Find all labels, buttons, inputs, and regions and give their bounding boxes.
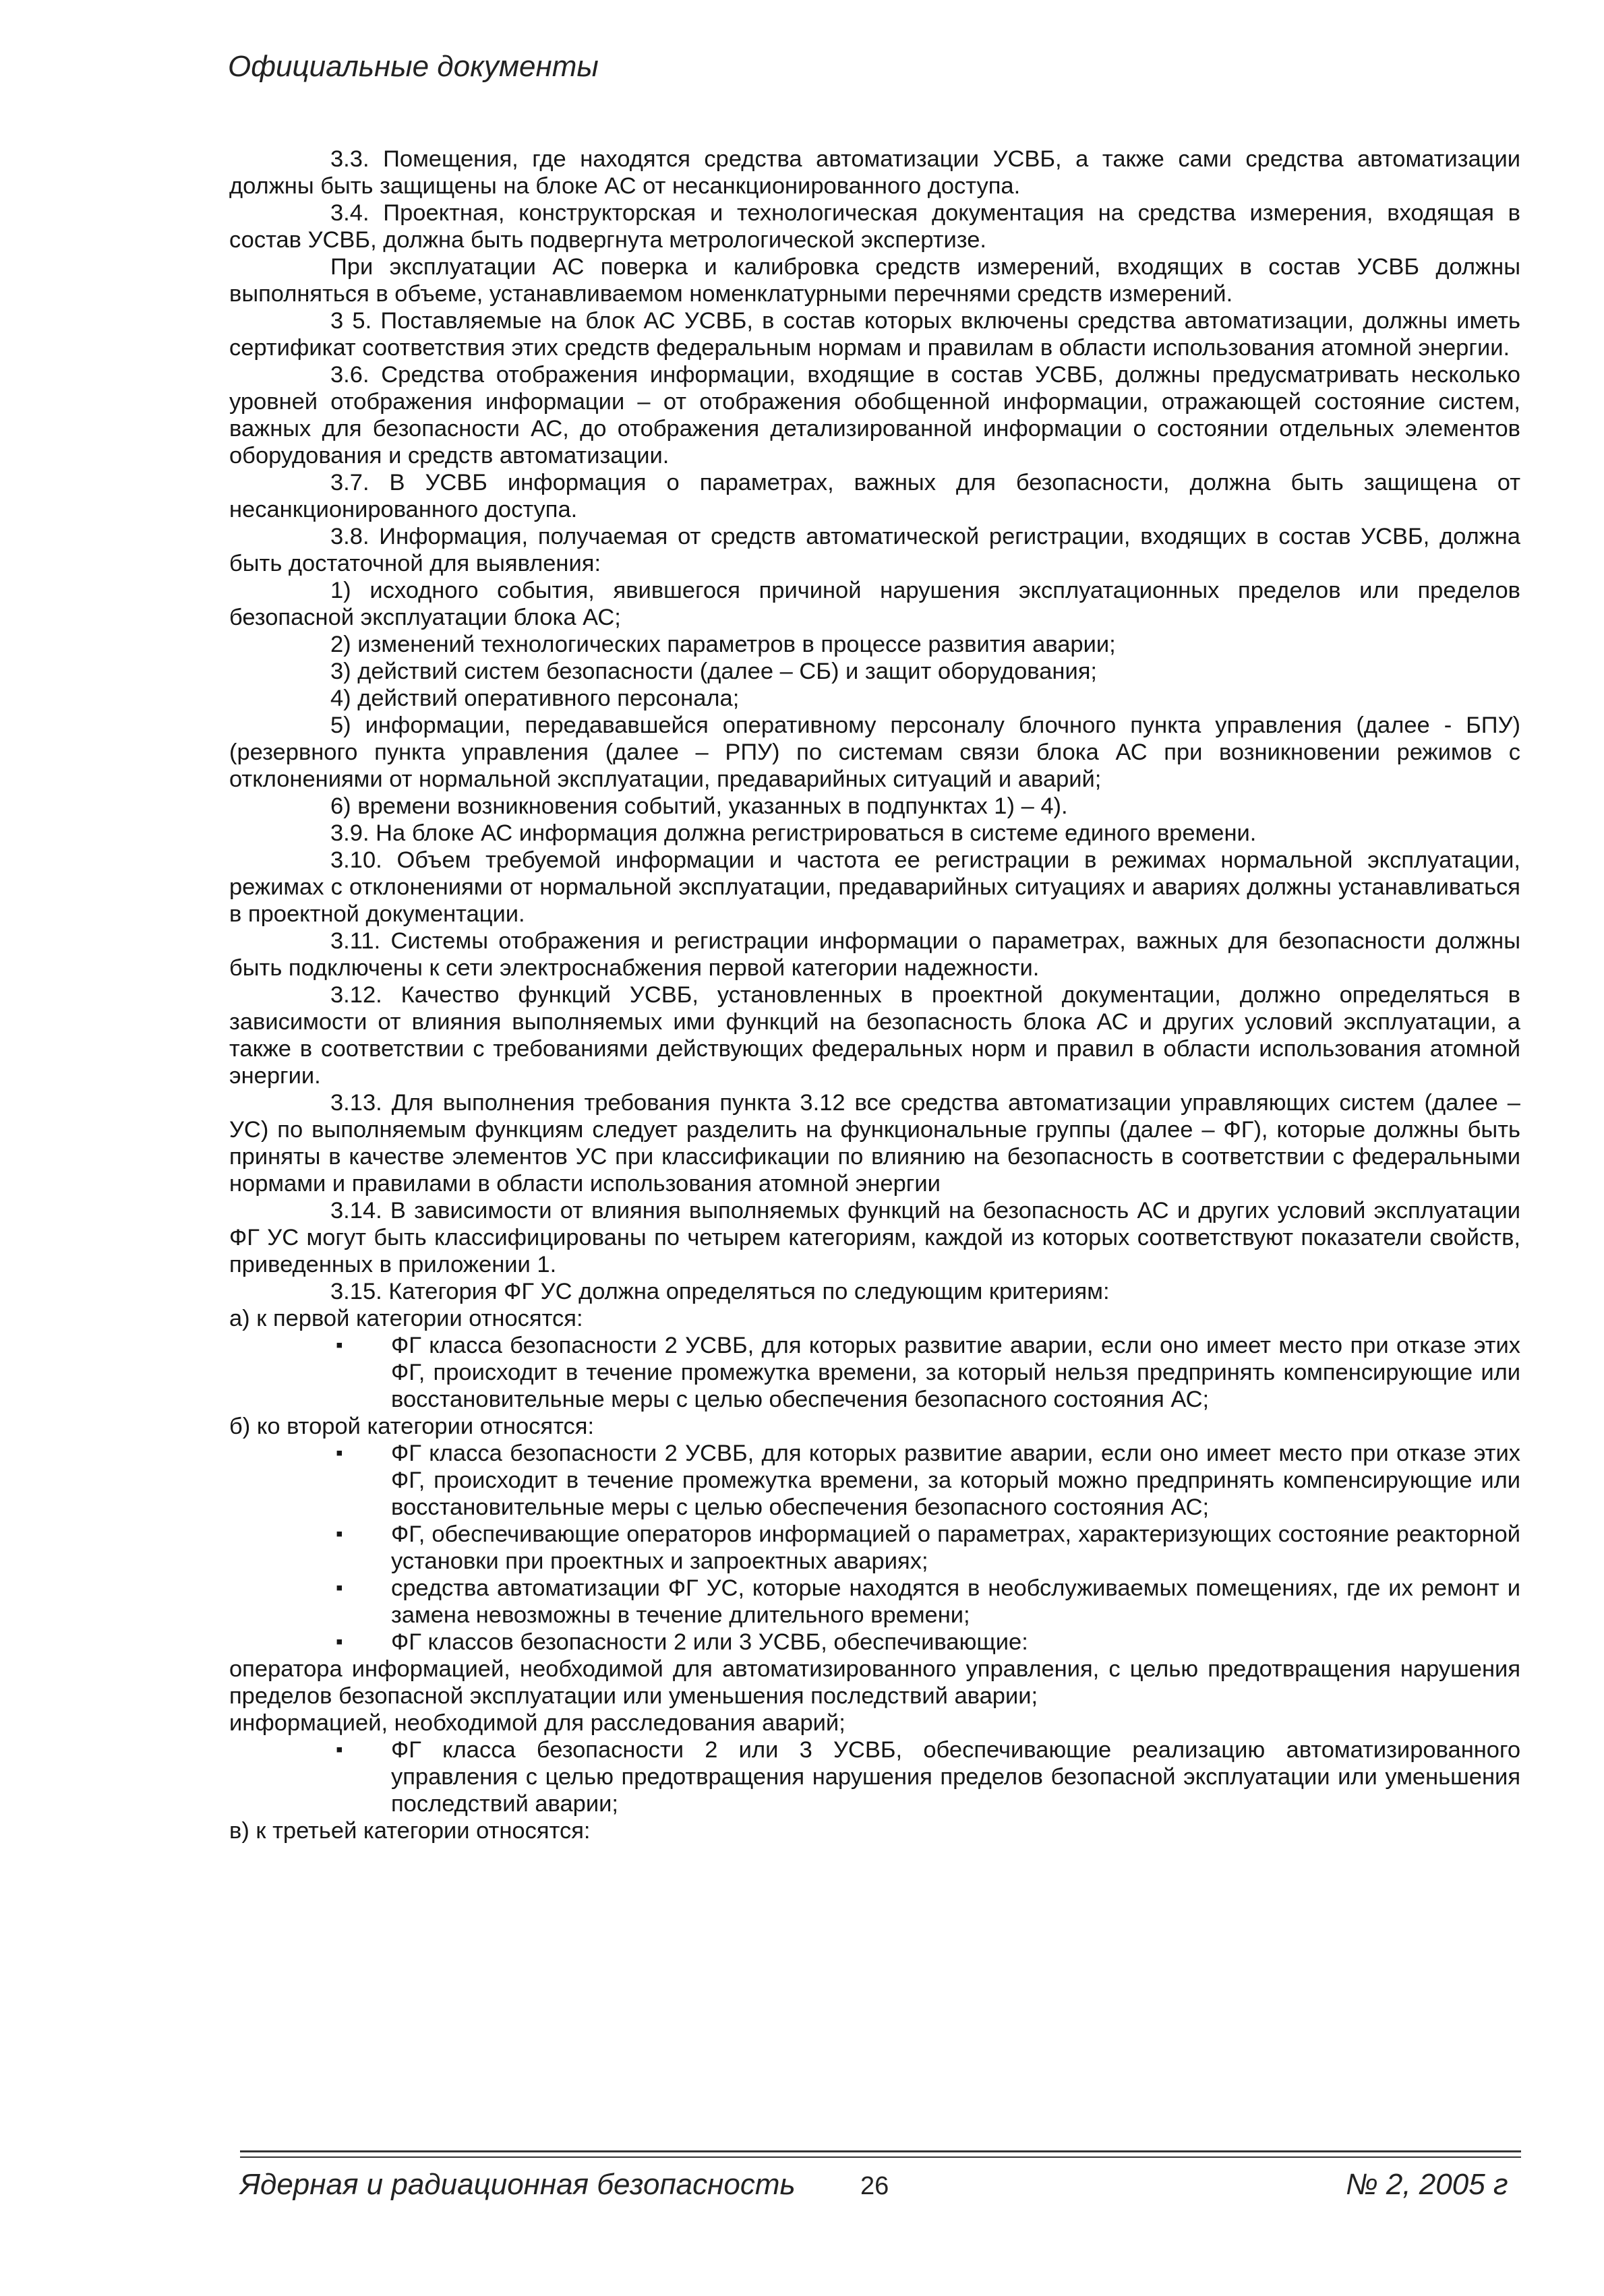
bullet-item (229, 1521, 1520, 1575)
body-paragraph: 3.4. Проектная, конструкторская и технологическая документация на средства измерения, входящая в состав УСВБ, должна быть подвергнута метрологической экспертизе. (229, 200, 1520, 253)
body-paragraph: 3.12. Качество функций УСВБ, установленных в проектной документации, должно определяться в зависимости от влияния выполняемых ими функций на безопасность блока АС и других условий эксплуатации, а также в соответствии с требованиями действующих федеральных норм и правил в области использования атомной энергии. (229, 982, 1520, 1089)
footer-divider (240, 2150, 1521, 2152)
body-paragraph: 6) времени возникновения событий, указанных в подпунктах 1) – 4). (330, 793, 1068, 819)
bullet-text: ФГ класса безопасности 2 УСВБ, для которых развитие аварии, если оно имеет место при отказе этих ФГ, происходит в течение промежутка времени, за который можно предпринять компенсирующие или восстановительные меры с целью обеспечения безопасного состояния АС; (391, 1441, 1520, 1520)
bullet-marker-icon: ▪ (336, 1577, 343, 1599)
body-paragraph: 3.6. Средства отображения информации, входящие в состав УСВБ, должны предусматривать несколько уровней отображения информации – от отображения обобщенной информации, отражающей состояние систем, важных для безопасности АС, до отображения детализированной информации о состоянии отдельных элементов оборудования и средств автоматизации. (229, 362, 1520, 469)
footer-issue: № 2, 2005 г (1346, 2168, 1508, 2201)
footer-divider-thin (240, 2156, 1521, 2158)
subclause-heading: б) ко второй категории относятся: (229, 1414, 595, 1439)
body-paragraph: 3.13. Для выполнения требования пункта 3.12 все средства автоматизации управляющих систем (далее – УС) по выполняемым функциям следует разделить на функциональные группы (далее – ФГ), которые должны быть приняты в качестве элементов УС при классификации по влиянию на безопасность в соответствии с федеральными нормами и правилами в области использования атомной энергии (229, 1090, 1520, 1197)
body-paragraph: 3.15. Категория ФГ УС должна определяться по следующим критериям: (330, 1279, 1110, 1304)
body-paragraph: 1) исходного события, явившегося причиной нарушения эксплуатационных пределов или пределов безопасной эксплуатации блока АС; (229, 578, 1520, 630)
bullet-item (229, 1332, 1520, 1413)
footer-journal-title: Ядерная и радиационная безопасность (240, 2168, 796, 2201)
subclause-heading: в) к третьей категории относятся: (229, 1818, 591, 1844)
bullet-text: ФГ, обеспечивающие операторов информацией о параметрах, характеризующих состояние реакторной установки при проектных и запроектных авариях; (391, 1521, 1520, 1574)
body-paragraph: 3.7. В УСВБ информация о параметрах, важных для безопасности, должна быть защищена от несанкционированного доступа. (229, 470, 1520, 522)
page-number: 26 (860, 2172, 889, 2200)
bullet-item (229, 1736, 1520, 1817)
sub-bullet-paragraph: информацией, необходимой для расследования аварий; (229, 1710, 845, 1736)
body-paragraph: 3.11. Системы отображения и регистрации информации о параметрах, важных для безопасности должны быть подключены к сети электроснабжения первой категории надежности. (229, 928, 1520, 981)
body-paragraph: 3.8. Информация, получаемая от средств автоматической регистрации, входящих в состав УСВБ, должна быть достаточной для выявления: (229, 524, 1520, 576)
body-paragraph: 3.10. Объем требуемой информации и частота ее регистрации в режимах нормальной эксплуатации, режимах с отклонениями от нормальной эксплуатации, предаварийных ситуациях и авариях должны устанавливаться в проектной документации. (229, 847, 1520, 927)
bullet-marker-icon: ▪ (336, 1334, 343, 1356)
bullet-marker-icon: ▪ (336, 1739, 343, 1761)
bullet-item (229, 1629, 1520, 1656)
bullet-text: ФГ класса безопасности 2 УСВБ, для которых развитие аварии, если оно имеет место при отказе этих ФГ, происходит в течение промежутка времени, за который нельзя предпринять компенсирующие или восстановительные меры с целью обеспечения безопасного состояния АС; (391, 1333, 1520, 1412)
bullet-marker-icon: ▪ (336, 1523, 343, 1545)
bullet-text: ФГ классов безопасности 2 или 3 УСВБ, обеспечивающие: (391, 1629, 1028, 1655)
body-paragraph: При эксплуатации АС поверка и калибровка средств измерений, входящих в состав УСВБ должны выполняться в объеме, устанавливаемом номенклатурными перечнями средств измерений. (229, 254, 1520, 307)
bullet-item (229, 1440, 1520, 1521)
body-paragraph: 3.3. Помещения, где находятся средства автоматизации УСВБ, а также сами средства автоматизации должны быть защищены на блоке АС от несанкционированного доступа. (229, 146, 1520, 199)
body-paragraph: 3) действий систем безопасности (далее – СБ) и защит оборудования; (330, 659, 1098, 684)
body-paragraph: 2) изменений технологических параметров в процессе развития аварии; (330, 632, 1116, 657)
bullet-marker-icon: ▪ (336, 1442, 343, 1464)
bullet-text: средства автоматизации ФГ УС, которые находятся в необслуживаемых помещениях, где их ремонт и замена невозможны в течение длительного времени; (391, 1575, 1520, 1628)
subclause-heading: а) к первой категории относятся: (229, 1306, 583, 1331)
body-paragraph: 3 5. Поставляемые на блок АС УСВБ, в состав которых включены средства автоматизации, должны иметь сертификат соответствия этих средств федеральным нормам и правилам в области использования атомной энергии. (229, 308, 1520, 361)
document-body (229, 146, 1520, 1844)
bullet-item (229, 1575, 1520, 1629)
body-paragraph: 3.9. На блоке АС информация должна регистрироваться в системе единого времени. (330, 820, 1257, 846)
bullet-marker-icon: ▪ (336, 1631, 343, 1653)
bullet-text: ФГ класса безопасности 2 или 3 УСВБ, обеспечивающие реализацию автоматизированного управления с целью предотвращения нарушения пределов безопасной эксплуатации или уменьшения последствий аварии; (391, 1737, 1520, 1817)
bullet-list (229, 1440, 1520, 1656)
body-paragraph: 5) информации, передававшейся оперативному персоналу блочного пункта управления (далее - БПУ) (резервного пункта управления (далее – РПУ) по системам связи блока АС при возникновении режимов с отклонениями от нормальной эксплуатации, предаварийных ситуаций и аварий; (229, 713, 1520, 792)
bullet-list (229, 1736, 1520, 1817)
body-paragraph: 4) действий оперативного персонала; (330, 686, 740, 711)
bullet-list (229, 1332, 1520, 1413)
body-paragraph: 3.14. В зависимости от влияния выполняемых функций на безопасность АС и других условий эксплуатации ФГ УС могут быть классифицированы по четырем категориям, каждой из которых соответствуют показатели свойств, приведенных в приложении 1. (229, 1198, 1520, 1277)
sub-bullet-paragraph: оператора информацией, необходимой для автоматизированного управления, с целью предотвращения нарушения пределов безопасной эксплуатации или уменьшения последствий аварии; (229, 1656, 1520, 1709)
running-header: Официальные документы (228, 50, 599, 83)
